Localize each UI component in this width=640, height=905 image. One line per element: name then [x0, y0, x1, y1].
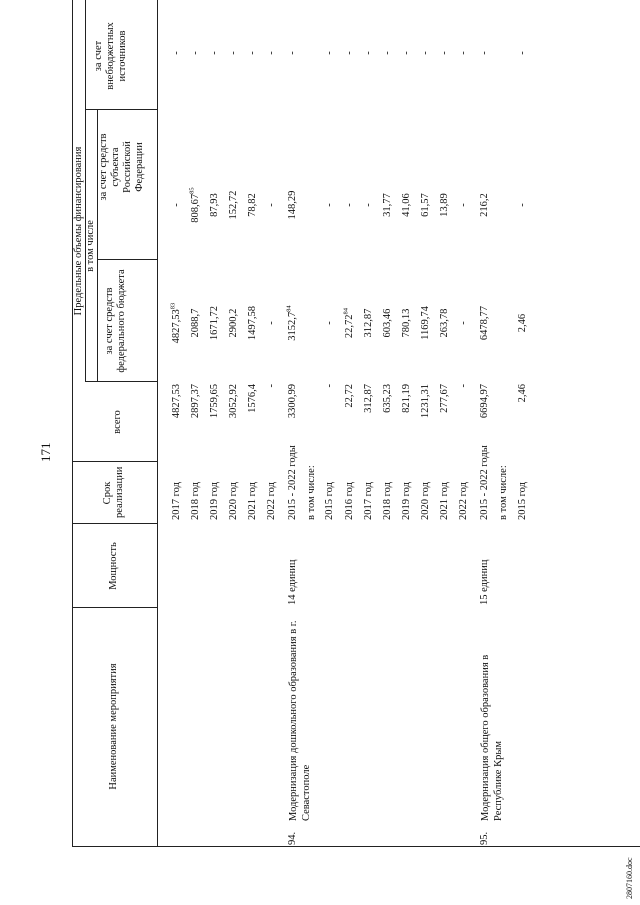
- regional-cell: [266, 203, 278, 207]
- extra-cell: [401, 51, 413, 55]
- federal-cell-text: 6478,77: [479, 305, 490, 341]
- federal-cell: [363, 309, 375, 338]
- federal-cell: [382, 309, 394, 338]
- term-cell-text: 2020 год: [420, 482, 431, 520]
- column-border-name: [72, 846, 640, 847]
- regional-cell: [344, 203, 356, 207]
- total-cell-text: 2897,37: [190, 384, 201, 419]
- regional-cell: [209, 193, 221, 217]
- regional-cell: [458, 203, 470, 207]
- header-term: Срок реализации: [102, 466, 125, 518]
- extra-cell: [190, 51, 202, 55]
- row-number: [287, 832, 299, 845]
- footnote-marker: 84: [285, 305, 293, 312]
- regional-cell-text: 808,67: [190, 193, 201, 223]
- capacity-cell-text: 15 единиц: [479, 559, 490, 605]
- total-cell-text: 6694,97: [479, 384, 490, 419]
- extra-cell-text: -: [190, 51, 201, 55]
- term-cell-text: 2020 год: [228, 482, 239, 520]
- regional-cell: [247, 193, 259, 217]
- measure-name: [287, 609, 313, 821]
- measure-name-text: Модернизация дошкольного образования в г. Севастополе: [288, 620, 312, 821]
- extra-cell-text: -: [420, 51, 431, 55]
- regional-cell: [363, 203, 375, 207]
- total-cell-text: 22,72: [344, 384, 355, 408]
- term-cell-text: 2022 год: [266, 482, 277, 520]
- federal-cell: [171, 303, 183, 344]
- total-cell-text: 2,46: [517, 384, 528, 403]
- total-cell-text: -: [266, 384, 277, 388]
- term-cell: [382, 482, 394, 520]
- federal-cell: [458, 321, 470, 325]
- term-cell-text: 2019 год: [209, 482, 220, 520]
- total-cell: [228, 384, 240, 418]
- extra-cell: [382, 51, 394, 55]
- total-cell-text: 1759,65: [209, 384, 220, 419]
- page-number: 171: [38, 442, 53, 462]
- federal-cell: [247, 306, 259, 340]
- total-cell-text: 635,23: [382, 384, 393, 413]
- federal-cell-text: 263,78: [439, 308, 450, 338]
- capacity-cell: [479, 560, 491, 605]
- extra-cell-text: -: [344, 51, 355, 55]
- extra-cell-text: -: [363, 51, 374, 55]
- total-cell-text: 4827,53: [171, 384, 182, 419]
- regional-cell-text: -: [363, 203, 374, 207]
- federal-cell: [479, 306, 491, 340]
- regional-cell-text: -: [517, 203, 528, 207]
- extra-cell-text: -: [171, 51, 182, 55]
- extra-cell-text: -: [266, 51, 277, 55]
- measure-name-text: Модернизация общего образования в Республике Крым: [480, 654, 504, 821]
- total-cell: [190, 384, 202, 418]
- total-cell-text: 3052,92: [228, 384, 239, 419]
- total-cell-text: -: [458, 384, 469, 388]
- term-cell: [498, 465, 510, 520]
- regional-cell-text: 61,57: [420, 193, 431, 217]
- term-cell: [287, 445, 299, 520]
- federal-cell: [344, 308, 356, 338]
- term-cell-text: 2015 - 2022 годы: [479, 445, 490, 520]
- row-number-text: 94.: [287, 831, 298, 845]
- federal-cell: [324, 321, 336, 325]
- extra-cell: [458, 51, 470, 55]
- term-cell: [228, 482, 240, 520]
- federal-cell-text: 780,13: [401, 308, 412, 338]
- footnote-marker: 85: [188, 187, 196, 194]
- federal-cell: [439, 309, 451, 338]
- extra-cell-text: -: [517, 51, 528, 55]
- term-cell: [306, 465, 318, 520]
- regional-cell-text: 13,89: [439, 193, 450, 217]
- total-cell: [420, 384, 432, 418]
- regional-cell: [439, 193, 451, 217]
- term-cell-text: 2021 год: [247, 482, 258, 520]
- extra-cell-text: -: [228, 51, 239, 55]
- extra-cell: [324, 51, 336, 55]
- extra-cell: [479, 51, 491, 55]
- term-cell-text: 2015 год: [324, 482, 335, 520]
- term-cell: [439, 482, 451, 520]
- federal-cell-text: 3152,7: [287, 311, 298, 341]
- regional-cell: [171, 203, 183, 207]
- regional-cell: [228, 191, 240, 220]
- regional-cell-text: -: [458, 203, 469, 207]
- regional-cell-text: -: [324, 203, 335, 207]
- term-cell-text: 2015 - 2022 годы: [287, 445, 298, 520]
- total-cell-text: 312,87: [363, 384, 374, 413]
- term-cell-text: 2022 год: [458, 482, 469, 520]
- extra-cell: [287, 51, 299, 55]
- term-cell: [324, 482, 336, 520]
- extra-cell-text: -: [401, 51, 412, 55]
- header-bottom-border: [157, 0, 158, 847]
- term-cell: [171, 482, 183, 520]
- term-cell-text: 2017 год: [171, 482, 182, 520]
- regional-cell-text: -: [171, 203, 182, 207]
- measure-name: [479, 609, 505, 821]
- total-cell: [247, 384, 259, 413]
- total-cell: [517, 384, 529, 402]
- term-cell-text: 2015 год: [517, 482, 528, 520]
- term-cell: [344, 482, 356, 520]
- term-cell: [266, 482, 278, 520]
- footnote-marker: 84: [342, 307, 350, 315]
- total-cell: [266, 384, 278, 388]
- regional-cell-text: 87,93: [209, 193, 220, 217]
- regional-cell: [401, 193, 413, 217]
- regional-cell-text: -: [344, 203, 355, 207]
- extra-cell-text: -: [382, 51, 393, 55]
- federal-cell: [401, 309, 413, 338]
- total-cell: [479, 384, 491, 418]
- footer-filename: 2807160.doc: [625, 857, 634, 899]
- regional-cell: [324, 203, 336, 207]
- extra-cell: [420, 51, 432, 55]
- regional-cell: [420, 193, 432, 217]
- term-cell: [190, 482, 202, 520]
- footnote-marker: 83: [169, 302, 177, 310]
- row-number: [479, 832, 491, 845]
- federal-cell-text: 1671,72: [209, 305, 220, 341]
- total-cell: [324, 384, 336, 388]
- federal-cell-text: -: [458, 321, 469, 325]
- total-cell-text: -: [324, 384, 335, 388]
- total-cell-text: 3300,99: [287, 384, 298, 419]
- regional-cell-text: -: [266, 203, 277, 207]
- term-cell: [401, 482, 413, 520]
- federal-cell-text: 22,72: [344, 314, 355, 339]
- term-cell: [479, 445, 491, 520]
- regional-cell-text: 216,2: [479, 193, 490, 217]
- term-cell-text: 2021 год: [439, 482, 450, 520]
- extra-cell-text: -: [247, 51, 258, 55]
- extra-cell: [363, 51, 375, 55]
- total-cell: [401, 384, 413, 413]
- term-cell: [517, 482, 529, 520]
- term-cell-text: 2018 год: [382, 482, 393, 520]
- federal-cell: [266, 321, 278, 325]
- regional-cell-text: 148,29: [287, 190, 298, 220]
- total-cell: [458, 384, 470, 388]
- extra-cell: [344, 51, 356, 55]
- total-cell: [344, 384, 356, 408]
- regional-cell: [479, 193, 491, 217]
- regional-cell: [517, 203, 529, 207]
- term-cell-text: в том числе:: [498, 465, 509, 520]
- federal-cell: [287, 305, 299, 340]
- regional-cell: [287, 191, 299, 220]
- federal-cell-text: 1497,58: [247, 305, 258, 341]
- regional-cell-text: 41,06: [401, 193, 412, 217]
- total-cell: [382, 384, 394, 413]
- extra-cell: [247, 51, 259, 55]
- federal-cell: [209, 306, 221, 340]
- extra-cell: [171, 51, 183, 55]
- regional-cell: [190, 187, 202, 222]
- federal-cell-text: 4827,53: [171, 309, 182, 344]
- total-cell-text: 277,67: [439, 384, 450, 413]
- term-cell: [209, 482, 221, 520]
- federal-cell-text: 2088,7: [190, 308, 201, 338]
- header-name: Наименование мероприятия: [108, 663, 119, 790]
- federal-cell-text: 312,87: [363, 308, 374, 338]
- header-extra: за счет внебюджетных источников: [93, 22, 128, 90]
- extra-cell-text: -: [209, 51, 220, 55]
- total-cell: [287, 384, 299, 418]
- extra-cell: [439, 51, 451, 55]
- federal-cell: [517, 314, 529, 332]
- term-cell: [363, 482, 375, 520]
- extra-cell: [266, 51, 278, 55]
- regional-cell-text: 152,72: [228, 190, 239, 220]
- total-cell-text: 1576,4: [247, 384, 258, 413]
- federal-cell-text: 2900,2: [228, 308, 239, 338]
- extra-cell-text: -: [287, 51, 298, 55]
- header-regional: за счет средств субъекта Российской Федерации: [98, 133, 145, 201]
- term-cell: [420, 482, 432, 520]
- header-federal: за счет средств федерального бюджета: [104, 269, 127, 373]
- row-number-text: 95.: [479, 831, 490, 845]
- extra-cell-text: -: [479, 51, 490, 55]
- extra-cell-text: -: [439, 51, 450, 55]
- federal-cell-text: 603,46: [382, 308, 393, 338]
- extra-cell-text: -: [324, 51, 335, 55]
- federal-cell: [190, 309, 202, 338]
- term-cell: [247, 482, 259, 520]
- federal-cell: [420, 306, 432, 340]
- extra-cell: [209, 51, 221, 55]
- total-cell: [439, 384, 451, 413]
- header-total: всего: [112, 410, 123, 434]
- extra-cell: [517, 51, 529, 55]
- federal-cell-text: 2,46: [517, 313, 528, 333]
- header-financing: Предельные объемы финансирования: [73, 146, 84, 316]
- federal-cell-text: -: [266, 321, 277, 325]
- federal-cell-text: -: [324, 321, 335, 325]
- extra-cell: [228, 51, 240, 55]
- regional-cell-text: 78,82: [247, 193, 258, 217]
- federal-cell: [228, 309, 240, 338]
- term-cell-text: в том числе:: [306, 465, 317, 520]
- total-cell: [363, 384, 375, 413]
- term-cell-text: 2018 год: [190, 482, 201, 520]
- capacity-cell: [287, 560, 299, 605]
- extra-cell-text: -: [458, 51, 469, 55]
- total-cell-text: 1231,31: [420, 384, 431, 419]
- federal-cell-text: 1169,74: [420, 306, 431, 340]
- regional-cell: [382, 193, 394, 217]
- total-cell: [209, 384, 221, 418]
- term-cell-text: 2019 год: [401, 482, 412, 520]
- term-cell-text: 2016 год: [344, 482, 355, 520]
- total-cell: [171, 384, 183, 418]
- column-border-regional: [97, 259, 157, 260]
- header-including: в том числе: [85, 220, 96, 272]
- regional-cell-text: 31,77: [382, 193, 393, 217]
- total-cell-text: 821,19: [401, 384, 412, 413]
- header-capacity: Мощность: [108, 542, 119, 590]
- capacity-cell-text: 14 единиц: [287, 559, 298, 605]
- term-cell-text: 2017 год: [363, 482, 374, 520]
- term-cell: [458, 482, 470, 520]
